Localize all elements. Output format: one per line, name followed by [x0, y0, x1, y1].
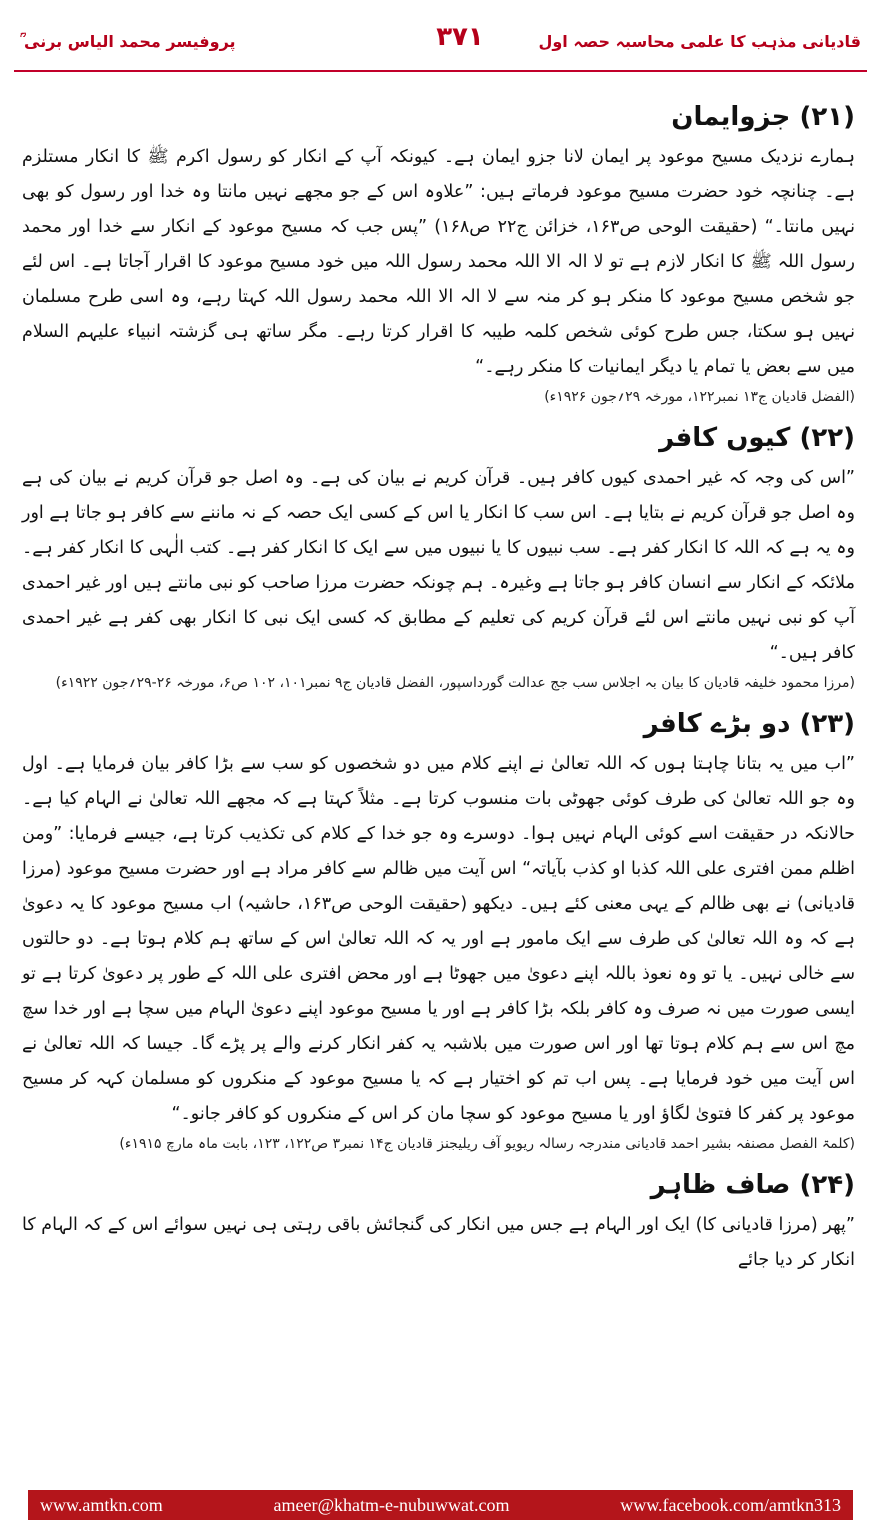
footer-website-link[interactable]: www.amtkn.com — [40, 1494, 163, 1515]
section-heading: (۲۱) جزوایمان — [671, 102, 855, 132]
page-header — [20, 22, 861, 62]
header-divider — [14, 70, 867, 72]
page-number: ۳۷۱ — [436, 22, 484, 52]
page-footer — [28, 1490, 853, 1520]
page-content — [22, 88, 855, 1278]
header-author: پروفیسر محمد الیاس برنی ؒ — [20, 32, 236, 51]
section-body: ہمارے نزدیک مسیح موعود پر ایمان لانا جزو ایمان ہے۔ کیونکہ آپ کے انکار کو رسول اکرم ﷺ کا انکار مستلزم ہے۔ چنانچہ خود حضرت مسیح موعود فرماتے ہیں: ”علاوہ اس کے جو مجھے نہیں مانتا وہ خدا اور رسول کو بھی نہیں مانتا۔“ (حقیقت الوحی ص۱۶۳، خزائن ج۲۲ ص۱۶۸) ”پس جب کہ مسیح موعود کے انکار سے خدا اور محمد رسول اللہ ﷺ کا انکار لازم ہے تو لا الہ الا اللہ محمد رسول اللہ میں خود مسیح موعود کا اقرار آجاتا ہے۔ اس لئے جو شخص مسیح موعود کا منکر ہو کر منہ سے لا الہ الا اللہ محمد رسول اللہ کہتا رہے، وہ اسی طرح مسلمان نہیں ہو سکتا، جس طرح کوئی شخص کلمہ طیبہ کا اقرار کرتا رہے۔ مگر ساتھ ہی گزشتہ انبیاء علیہم السلام میں سے بعض یا تمام یا دیگر ایمانیات کا منکر رہے۔“ — [22, 147, 855, 377]
section-heading: (۲۳) دو بڑے کافر — [643, 709, 855, 739]
section-heading: (۲۲) کیوں کافر — [659, 423, 855, 453]
footer-facebook-link[interactable]: www.facebook.com/amtkn313 — [620, 1494, 841, 1515]
section-reference: (مرزا محمود خلیفہ قادیان کا بیان بہ اجلاس سب جج عدالت گورداسپور، الفضل قادیان ج۹ نمبر۱۰۱، ۱۰۲ ص۶، مورخہ ۲۶-۲۹؍جون ۱۹۲۲ء) — [55, 675, 855, 691]
section-body: ”پھر (مرزا قادیانی کا) ایک اور الہام ہے جس میں انکار کی گنجائش باقی رہتی ہی نہیں سوائے اس کے کہ الہام کا انکار کر دیا جائے — [22, 1215, 855, 1270]
footer-email-link[interactable]: ameer@khatm-e-nubuwwat.com — [273, 1494, 510, 1515]
header-book-title: قادیانی مذہب کا علمی محاسبہ حصہ اول — [538, 32, 861, 51]
section-heading: (۲۴) صاف ظاہر — [650, 1170, 855, 1200]
section-reference: (کلمۃ الفصل مصنفہ بشیر احمد قادیانی مندرجہ رسالہ ریویو آف ریلیجنز قادیان ج۱۴ نمبر۳ ص۱۲۲، ۱۲۳، بابت ماہ مارچ ۱۹۱۵ء) — [119, 1136, 855, 1152]
section-body: ”اس کی وجہ کہ غیر احمدی کیوں کافر ہیں۔ قرآن کریم نے بیان کی ہے۔ وہ اصل جو قرآن کریم نے بیان کی ہے وہ اصل جو قرآن کریم نے بتایا ہے۔ اس سب کا انکار یا اس کے کسی ایک حصہ کے نہ ماننے سے کافر ہو جاتا ہے اور وہ یہ ہے کہ اللہ کا انکار کفر ہے۔ سب نبیوں کا یا نبیوں میں سے ایک کا انکار کفر ہے۔ کتب الٰہی کا انکار کفر ہے۔ ملائکہ کے انکار سے انسان کافر ہو جاتا ہے وغیرہ۔ ہم چونکہ حضرت مرزا صاحب کو نبی مانتے ہیں اور غیر احمدی آپ کو نبی نہیں مانتے اس لئے قرآن کریم کی تعلیم کے مطابق کہ کسی ایک نبی کا انکار بھی کفر ہے غیر احمدی کافر ہیں۔“ — [22, 468, 855, 663]
section-body: ”اب میں یہ بتانا چاہتا ہوں کہ اللہ تعالیٰ نے اپنے کلام میں دو شخصوں کو سب سے بڑا کافر بیان فرمایا ہے۔ اول وہ جو اللہ تعالیٰ کی طرف کوئی جھوٹی بات منسوب کرتا ہے۔ مثلاً کہتا ہے کہ مجھے اللہ تعالیٰ نے الہام کیا ہے۔ حالانکہ در حقیقت اسے کوئی الہام نہیں ہوا۔ دوسرے وہ جو خدا کے کلام کی تکذیب کرتا ہے، جیسے فرمایا: ”ومن اظلم ممن افتری علی اللہ کذبا او کذب بآیاتہ“ اس آیت میں ظالم سے کافر مراد ہے اور حضرت مسیح موعود (مرزا قادیانی) نے بھی ظالم کے یہی معنی کئے ہیں۔ دیکھو (حقیقت الوحی ص۱۶۳، حاشیہ) اب مسیح موعود کا یہ دعویٰ ہے کہ وہ اللہ تعالیٰ کی طرف سے ایک مامور ہے اور یہ کہ اللہ تعالیٰ اس کے ساتھ ہم کلام ہوتا ہے۔ دو حالتوں سے خالی نہیں۔ یا تو وہ نعوذ باللہ اپنے دعویٰ میں جھوٹا ہے اور محض افتری علی اللہ کے طور پر دعویٰ کرتا ہے تو ایسی صورت میں نہ صرف وہ کافر بلکہ بڑا کافر ہے اور یا مسیح موعود اپنے دعویٰ الہام میں سچا ہے اور خدا سچ مچ اس سے ہم کلام ہوتا تھا اور اس صورت میں بلاشبہ یہ کفر انکار کرنے والے پر پڑے گا۔ جیسا کہ اللہ تعالیٰ نے اس آیت میں خود فرمایا ہے۔ پس اب تم کو اختیار ہے کہ یا مسیح موعود کے منکروں کو مسلمان کہہ کر مسیح موعود پر کفر کا فتویٰ لگاؤ اور یا مسیح موعود کو سچا مان کر اس کے منکروں کو کافر جانو۔“ — [22, 754, 855, 1124]
section-reference: (الفضل قادیان ج۱۳ نمبر۱۲۲، مورخہ ۲۹؍جون ۱۹۲۶ء) — [544, 389, 855, 405]
